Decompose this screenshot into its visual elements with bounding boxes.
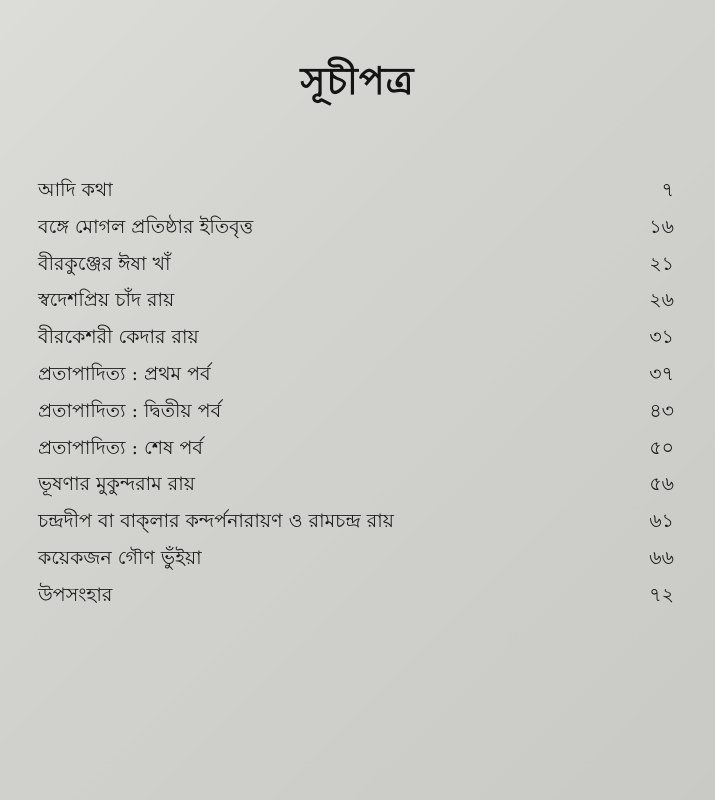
toc-entry-title: উপসংহার — [38, 583, 113, 606]
toc-entry — [38, 540, 674, 577]
toc-entry — [38, 246, 674, 283]
toc-entry-page: ৬১ — [649, 510, 674, 533]
toc-entry-page: ৩১ — [649, 326, 674, 349]
toc-entry — [38, 577, 674, 614]
toc-entry-page: ৫৬ — [649, 473, 674, 496]
toc-entry-page: ৪৩ — [649, 399, 674, 422]
toc-entry — [38, 172, 674, 209]
toc-entry-title: প্রতাপাদিত্য : দ্বিতীয় পর্ব — [38, 399, 222, 422]
toc-entry-title: প্রতাপাদিত্য : প্রথম পর্ব — [38, 362, 211, 385]
toc-entry-title: আদি কথা — [38, 179, 113, 201]
toc-entry-page: ১৬ — [649, 215, 674, 238]
toc-entry — [38, 209, 674, 246]
toc-entry — [38, 319, 674, 356]
toc-entry-title: স্বদেশপ্রিয় চাঁদ রায় — [38, 289, 175, 312]
page-title: সূচীপত্র — [300, 58, 415, 103]
toc-entry-title: প্রতাপাদিত্য : শেষ পর্ব — [38, 436, 203, 459]
toc-entry — [38, 430, 674, 467]
toc-entry-page: ২১ — [649, 252, 674, 275]
toc-entry — [38, 503, 674, 540]
toc-entry — [38, 393, 674, 430]
toc-entry-title: বীরকেশরী কেদার রায় — [38, 326, 199, 349]
toc-entry-page: ২৬ — [649, 289, 674, 312]
toc-entry-title: বঙ্গে মোগল প্রতিষ্ঠার ইতিবৃত্ত — [38, 215, 254, 238]
toc-entry-title: কয়েকজন গৌণ ভুঁইয়া — [38, 546, 202, 569]
toc-entry-page: ৬৬ — [649, 546, 674, 569]
toc-entry-title: বীরকুঞ্জের ঈষা খাঁ — [38, 252, 171, 275]
toc-entry — [38, 466, 674, 503]
toc-entry-page: ৭ — [661, 179, 674, 201]
toc-entry-page: ৫০ — [649, 436, 674, 459]
toc-entry-page: ৭২ — [649, 583, 674, 606]
toc-entry-title: ভূষণার মুকুন্দরাম রায় — [38, 473, 195, 496]
table-of-contents — [38, 172, 674, 614]
toc-entry-title: চন্দ্রদীপ বা বাক্‌লার কন্দর্পনারায়ণ ও রামচন্দ্র রায় — [38, 510, 394, 533]
toc-entry — [38, 356, 674, 393]
toc-entry-page: ৩৭ — [649, 362, 674, 385]
toc-entry — [38, 282, 674, 319]
